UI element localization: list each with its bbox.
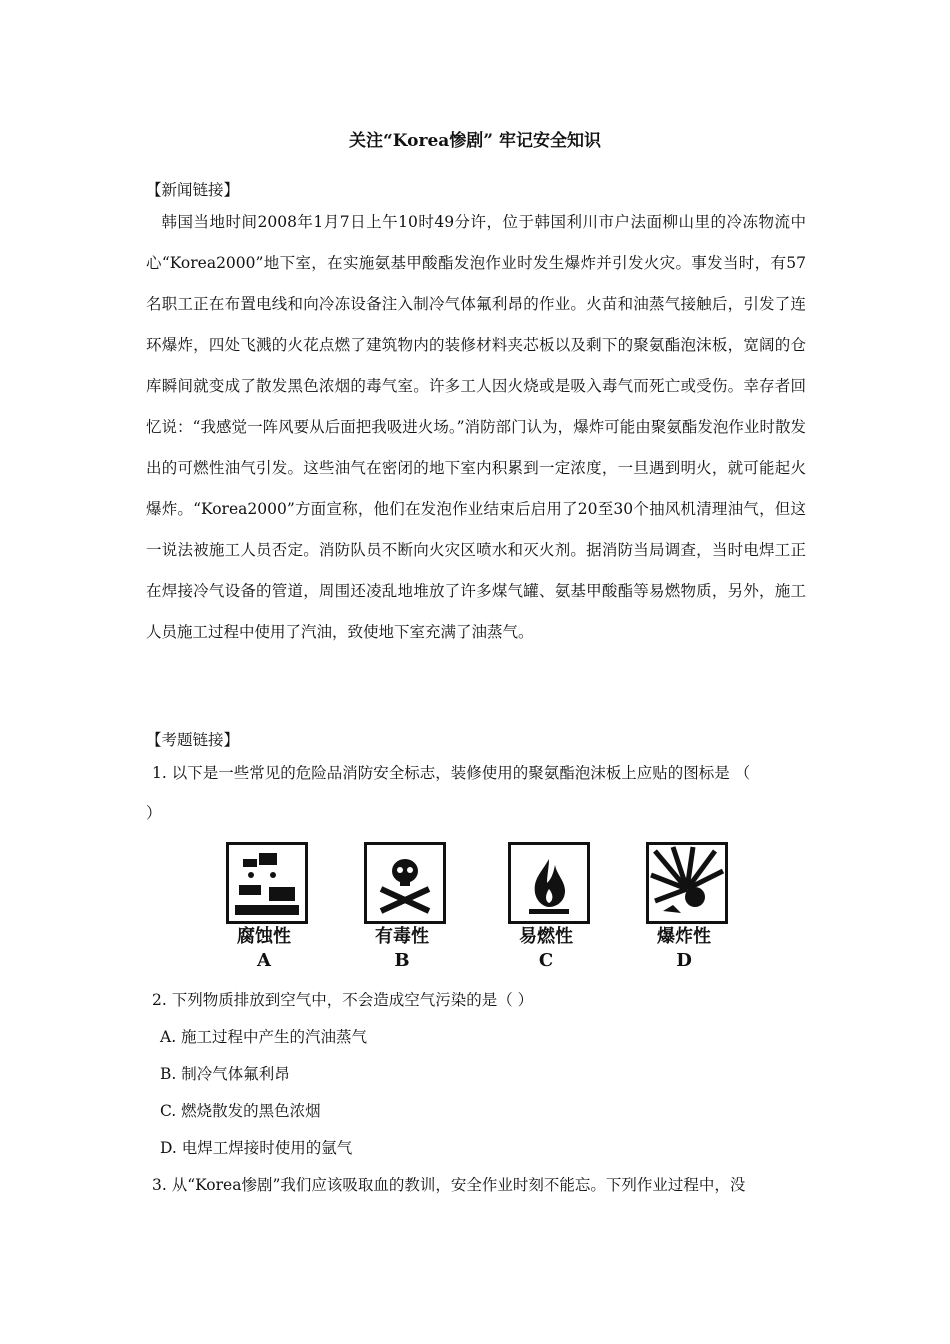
question-1-line2: ） [146,804,162,822]
question-2-option-b: B. 制冷气体氟利昂 [160,1065,290,1083]
sign-a-label: 腐蚀性 [237,926,291,947]
sign-d-letter: D [676,950,692,971]
sign-a [212,838,332,978]
sign-a-letter: A [257,950,271,971]
question-2-option-c: C. 燃烧散发的黑色浓烟 [160,1102,321,1120]
corrosive-icon [229,845,305,921]
question-1-line1: 1. 以下是一些常见的危险品消防安全标志，装修使用的聚氨酯泡沫板上应贴的图标是 （ [152,764,751,782]
toxic-skull-icon [367,845,443,921]
sign-b-letter: B [394,950,410,971]
question-2-option-d: D. 电焊工焊接时使用的氩气 [160,1139,353,1157]
explosive-icon [649,845,725,921]
hazard-signs [212,838,752,978]
sign-d-label: 爆炸性 [657,926,711,947]
question-2-option-a: A. 施工过程中产生的汽油蒸气 [160,1028,368,1046]
sign-b-label: 有毒性 [375,926,429,947]
sign-c-label: 易燃性 [519,926,573,947]
sign-b [350,838,470,978]
exam-heading: 【考题链接】 [146,731,240,749]
sign-c-letter: C [538,950,554,971]
question-2-stem: 2. 下列物质排放到空气中，不会造成空气污染的是（ ） [152,991,534,1009]
sign-c [494,838,614,978]
news-paragraph: 韩国当地时间2008年1月7日上午10时49分许，位于韩国利川市户法面柳山里的冷冻物流中心“Korea2000”地下室，在实施氨基甲酸酯发泡作业时发生爆炸并引发火灾。事发当时，有57名职工正在布置电线和向冷冻设备注入制冷气体氟利昂的作业。火苗和油蒸气接触后，引发了连环爆炸，四处飞溅的火花点燃了建筑物内的装修材料夹芯板以及剩下的聚氨酯泡沫板，宽阔的仓库瞬间就变成了散发黑色浓烟的毒气室。许多工人因火烧或是吸入毒气而死亡或受伤。幸存者回忆说：“我感觉一阵风要从后面把我吸进火场。”消防部门认为，爆炸可能由聚氨酯发泡作业时散发出的可燃性油气引发。这些油气在密闭的地下室内积累到一定浓度，一旦遇到明火，就可能起火爆炸。“Korea2000”方面宣称，他们在发泡作业结束后启用了20至30个抽风机清理油气，但这一说法被施工人员否定。消防队员不断向火灾区喷水和灭火剂。据消防当局调查，当时电焊工正在焊接冷气设备的管道，周围还凌乱地堆放了许多煤气罐、氨基甲酸酯等易燃物质，另外，施工人员施工过程中使用了汽油，致使地下室充满了油蒸气。 [146,213,806,641]
sign-d [632,838,752,978]
flammable-flame-icon [511,845,587,921]
news-heading: 【新闻链接】 [146,181,240,199]
document-title: 关注“Korea惨剧” 牢记安全知识 [348,131,601,151]
question-3-stem: 3. 从“Korea惨剧”我们应该吸取血的教训，安全作业时刻不能忘。下列作业过程中，没 [152,1176,746,1194]
